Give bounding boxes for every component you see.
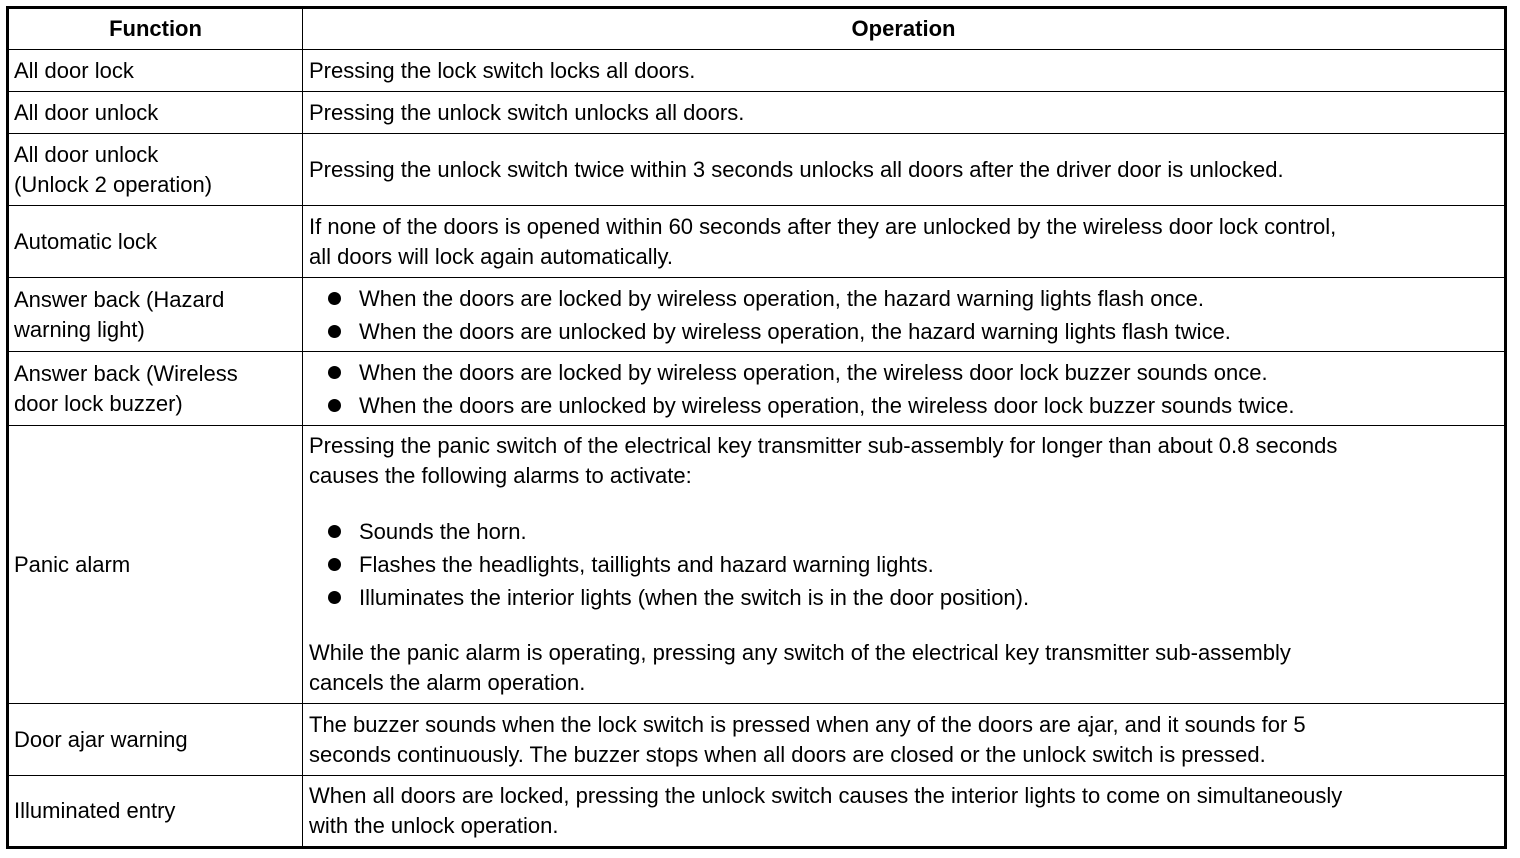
bullet-item bbox=[309, 581, 1498, 614]
bullet-list bbox=[309, 356, 1498, 422]
table-row bbox=[8, 206, 1506, 278]
bullet-item bbox=[309, 356, 1498, 389]
bullet-dot-icon bbox=[328, 591, 341, 604]
operation-line: The buzzer sounds when the lock switch is pressed when any of the doors are ajar, and it sounds for 5 bbox=[309, 711, 1306, 737]
bullet-text: When the doors are unlocked by wireless operation, the hazard warning lights flash twice. bbox=[359, 318, 1231, 344]
bullet-text: When the doors are unlocked by wireless operation, the wireless door lock buzzer sounds twice. bbox=[359, 392, 1295, 418]
operation-line: Pressing the panic switch of the electrical key transmitter sub-assembly for longer than about 0.8 seconds bbox=[309, 433, 1338, 458]
bullet-text: When the doors are locked by wireless operation, the wireless door lock buzzer sounds once. bbox=[359, 359, 1268, 385]
bullet-list bbox=[309, 282, 1498, 348]
bullet-dot-icon bbox=[328, 399, 341, 412]
bullet-dot-icon bbox=[328, 366, 341, 379]
bullet-item bbox=[309, 282, 1498, 315]
table-row bbox=[8, 426, 1506, 704]
table-row bbox=[8, 134, 1506, 206]
header-operation: Operation bbox=[303, 8, 1506, 50]
table-row bbox=[8, 278, 1506, 352]
function-cell: Automatic lock bbox=[8, 206, 303, 278]
bullet-dot-icon bbox=[328, 525, 341, 538]
bullet-item bbox=[309, 548, 1498, 581]
bullet-list bbox=[309, 515, 1498, 614]
function-cell: All door lock bbox=[8, 50, 303, 92]
bullet-dot-icon bbox=[328, 292, 341, 305]
operation-line: cancels the alarm operation. bbox=[309, 670, 586, 695]
operation-cell: Pressing the lock switch locks all doors. bbox=[303, 50, 1506, 92]
operation-cell bbox=[303, 776, 1506, 848]
function-cell bbox=[8, 352, 303, 426]
bullet-item bbox=[309, 515, 1498, 548]
function-cell: Door ajar warning bbox=[8, 704, 303, 776]
bullet-text: Flashes the headlights, taillights and hazard warning lights. bbox=[359, 552, 934, 577]
operation-line: seconds continuously. The buzzer stops when all doors are closed or the unlock switch is pressed. bbox=[309, 741, 1266, 767]
operation-line: causes the following alarms to activate: bbox=[309, 463, 692, 488]
table-row bbox=[8, 50, 1506, 92]
bullet-dot-icon bbox=[328, 558, 341, 571]
operation-cell bbox=[303, 206, 1506, 278]
bullet-text: Illuminates the interior lights (when the switch is in the door position). bbox=[359, 585, 1030, 610]
operation-cell: Pressing the unlock switch unlocks all doors. bbox=[303, 92, 1506, 134]
bullet-dot-icon bbox=[328, 325, 341, 338]
operation-line: with the unlock operation. bbox=[309, 813, 559, 838]
bullet-item bbox=[309, 315, 1498, 348]
bullet-text: Sounds the horn. bbox=[359, 519, 527, 544]
function-line: (Unlock 2 operation) bbox=[14, 171, 213, 197]
operation-cell bbox=[303, 704, 1506, 776]
function-cell bbox=[8, 278, 303, 352]
operation-line: While the panic alarm is operating, pressing any switch of the electrical key transmitter sub-assembly bbox=[309, 640, 1291, 665]
operation-cell bbox=[303, 426, 1506, 704]
table-row bbox=[8, 92, 1506, 134]
header-function: Function bbox=[8, 8, 303, 50]
function-line: All door unlock bbox=[14, 141, 159, 167]
operation-cell bbox=[303, 278, 1506, 352]
operation-cell bbox=[303, 352, 1506, 426]
operation-cell: Pressing the unlock switch twice within 3 seconds unlocks all doors after the driver door is unlocked. bbox=[303, 134, 1506, 206]
function-cell: Panic alarm bbox=[8, 426, 303, 704]
bullet-item bbox=[309, 389, 1498, 422]
bullet-text: When the doors are locked by wireless operation, the hazard warning lights flash once. bbox=[359, 285, 1205, 311]
function-cell bbox=[8, 134, 303, 206]
table-row bbox=[8, 704, 1506, 776]
header-row bbox=[8, 8, 1506, 50]
function-cell: All door unlock bbox=[8, 92, 303, 134]
operation-line: If none of the doors is opened within 60 seconds after they are unlocked by the wireless door lock control, bbox=[309, 213, 1337, 239]
function-line: door lock buzzer) bbox=[14, 390, 183, 416]
function-line: Answer back (Wireless bbox=[14, 360, 238, 386]
operation-line: When all doors are locked, pressing the unlock switch causes the interior lights to come on simultaneously bbox=[309, 783, 1343, 808]
function-operation-table bbox=[6, 6, 1507, 849]
function-line: warning light) bbox=[14, 316, 145, 342]
operation-line: all doors will lock again automatically. bbox=[309, 243, 673, 269]
function-line: Answer back (Hazard bbox=[14, 286, 225, 312]
table-row bbox=[8, 776, 1506, 848]
function-cell: Illuminated entry bbox=[8, 776, 303, 848]
table-row bbox=[8, 352, 1506, 426]
